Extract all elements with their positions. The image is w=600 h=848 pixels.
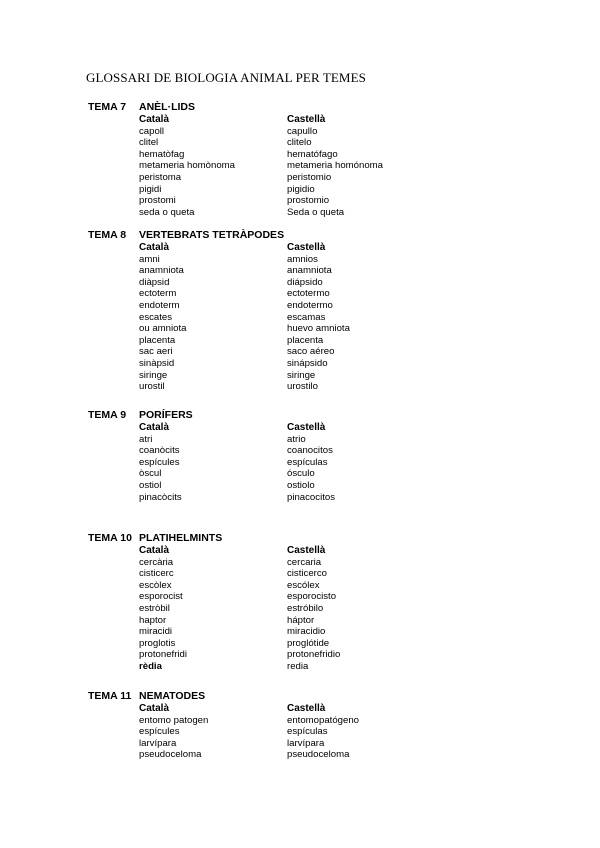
catalan-term: pigidi bbox=[139, 183, 162, 195]
catalan-term: cercària bbox=[139, 556, 174, 568]
catalan-term: escates bbox=[139, 311, 173, 323]
catalan-term: proglotis bbox=[139, 637, 176, 649]
spanish-term: sinápsido bbox=[287, 357, 328, 369]
catalan-column bbox=[139, 545, 187, 673]
section-name: NEMATODES bbox=[139, 690, 206, 702]
catalan-term: seda o queta bbox=[139, 206, 195, 218]
catalan-column-header: Català bbox=[139, 703, 170, 714]
catalan-term: ou amniota bbox=[139, 323, 187, 335]
spanish-term: ectotermo bbox=[287, 288, 330, 300]
catalan-term: estròbil bbox=[139, 602, 170, 614]
section-heading bbox=[88, 531, 508, 545]
catalan-term: atri bbox=[139, 433, 153, 445]
catalan-term: espícules bbox=[139, 456, 180, 468]
section-tema-11 bbox=[88, 689, 508, 761]
spanish-term: cercaria bbox=[287, 556, 322, 568]
catalan-term: peristoma bbox=[139, 171, 182, 183]
spanish-term: diápsido bbox=[287, 276, 323, 288]
catalan-term: espícules bbox=[139, 726, 180, 738]
catalan-column-header: Català bbox=[139, 242, 170, 253]
spanish-column-header: Castellà bbox=[287, 703, 326, 714]
spanish-term: protonefridio bbox=[287, 649, 341, 661]
spanish-column bbox=[287, 242, 350, 393]
spanish-term: capullo bbox=[287, 125, 318, 137]
catalan-column bbox=[139, 242, 186, 393]
section-number: TEMA 8 bbox=[88, 229, 127, 241]
catalan-column-header: Català bbox=[139, 114, 170, 125]
spanish-term: esporocisto bbox=[287, 591, 337, 603]
section-name: VERTEBRATS TETRÀPODES bbox=[139, 229, 285, 241]
catalan-term: òscul bbox=[139, 468, 162, 480]
spanish-column bbox=[287, 422, 335, 503]
spanish-term: amnios bbox=[287, 253, 318, 265]
catalan-term: protonefridi bbox=[139, 649, 187, 661]
spanish-term: ósculo bbox=[287, 468, 315, 480]
catalan-term: placenta bbox=[139, 334, 176, 346]
spanish-term: escólex bbox=[287, 579, 320, 591]
spanish-term: coanocitos bbox=[287, 445, 333, 457]
catalan-term: pseudoceloma bbox=[139, 749, 202, 761]
spanish-term: pigidio bbox=[287, 183, 315, 195]
catalan-term: metameria homònoma bbox=[139, 160, 235, 172]
spanish-term: háptor bbox=[287, 614, 315, 626]
catalan-term: capoll bbox=[139, 125, 165, 137]
catalan-term: hematòfag bbox=[139, 148, 185, 160]
section-name: ANÈL·LIDS bbox=[139, 101, 195, 113]
spanish-term: cisticerco bbox=[287, 568, 327, 580]
section-tema-9 bbox=[88, 408, 508, 503]
catalan-term: larvípara bbox=[139, 737, 177, 749]
spanish-term: anamniota bbox=[287, 265, 332, 277]
spanish-term: entomopatógeno bbox=[287, 714, 360, 726]
spanish-term: espículas bbox=[287, 726, 328, 738]
spanish-term: huevo amniota bbox=[287, 323, 350, 335]
catalan-column-header: Català bbox=[139, 422, 170, 433]
catalan-term: urostil bbox=[139, 381, 165, 393]
catalan-term: rèdia bbox=[139, 660, 162, 672]
spanish-term: metameria homónoma bbox=[287, 160, 383, 172]
spanish-term: Seda o queta bbox=[287, 206, 345, 218]
catalan-term: escòlex bbox=[139, 579, 172, 591]
section-heading bbox=[88, 100, 508, 114]
catalan-column bbox=[139, 422, 182, 503]
catalan-term: cisticerc bbox=[139, 568, 174, 580]
spanish-term: estróbilo bbox=[287, 602, 324, 614]
spanish-term: larvípara bbox=[287, 737, 325, 749]
spanish-term: atrio bbox=[287, 433, 306, 445]
spanish-column bbox=[287, 703, 359, 761]
section-number: TEMA 11 bbox=[88, 690, 132, 702]
spanish-column bbox=[287, 545, 340, 673]
catalan-term: clitel bbox=[139, 137, 159, 149]
section-tema-7 bbox=[88, 100, 508, 218]
spanish-term: proglótide bbox=[287, 637, 330, 649]
section-heading bbox=[88, 408, 508, 422]
catalan-term: prostomi bbox=[139, 195, 176, 207]
section-heading bbox=[88, 228, 508, 242]
spanish-term: espículas bbox=[287, 456, 328, 468]
spanish-term: endotermo bbox=[287, 299, 333, 311]
spanish-term: prostomio bbox=[287, 195, 330, 207]
spanish-term: hematófago bbox=[287, 148, 338, 160]
spanish-term: ostiolo bbox=[287, 479, 315, 491]
catalan-term: siringe bbox=[139, 369, 168, 381]
catalan-term: coanòcits bbox=[139, 445, 180, 457]
section-name: PLATIHELMINTS bbox=[139, 532, 223, 544]
catalan-term: haptor bbox=[139, 614, 167, 626]
spanish-column-header: Castellà bbox=[287, 114, 326, 125]
catalan-term: endoterm bbox=[139, 299, 180, 311]
spanish-term: escamas bbox=[287, 311, 326, 323]
spanish-term: urostilo bbox=[287, 381, 318, 393]
catalan-term: anamniota bbox=[139, 265, 184, 277]
catalan-term: ectoterm bbox=[139, 288, 177, 300]
catalan-term: entomo patogen bbox=[139, 714, 209, 726]
catalan-column bbox=[139, 114, 235, 218]
spanish-term: siringe bbox=[287, 369, 316, 381]
catalan-term: sinàpsid bbox=[139, 357, 175, 369]
spanish-column-header: Castellà bbox=[287, 545, 326, 556]
section-name: PORÍFERS bbox=[139, 409, 193, 421]
spanish-term: pseudoceloma bbox=[287, 749, 350, 761]
document-title: GLOSSARI DE BIOLOGIA ANIMAL PER TEMES bbox=[86, 70, 366, 85]
section-number: TEMA 9 bbox=[88, 409, 127, 421]
spanish-term: pinacocitos bbox=[287, 491, 335, 503]
spanish-term: clitelo bbox=[287, 137, 312, 149]
spanish-column-header: Castellà bbox=[287, 422, 326, 433]
catalan-term: pinacòcits bbox=[139, 491, 182, 503]
spanish-term: peristomio bbox=[287, 171, 332, 183]
catalan-term: ostiol bbox=[139, 479, 162, 491]
spanish-column-header: Castellà bbox=[287, 242, 326, 253]
section-number: TEMA 7 bbox=[88, 101, 127, 113]
spanish-column bbox=[287, 114, 383, 218]
section-number: TEMA 10 bbox=[88, 532, 132, 544]
catalan-column-header: Català bbox=[139, 545, 170, 556]
section-tema-8 bbox=[88, 228, 508, 393]
section-heading bbox=[88, 689, 508, 703]
catalan-term: diàpsid bbox=[139, 276, 170, 288]
catalan-term: sac aeri bbox=[139, 346, 173, 358]
spanish-term: saco aéreo bbox=[287, 346, 335, 358]
spanish-term: miracidio bbox=[287, 626, 326, 638]
spanish-term: redia bbox=[287, 660, 309, 672]
section-tema-10 bbox=[88, 531, 508, 672]
catalan-column bbox=[139, 703, 208, 761]
catalan-term: amni bbox=[139, 253, 160, 265]
catalan-term: esporocist bbox=[139, 591, 183, 603]
spanish-term: placenta bbox=[287, 334, 324, 346]
catalan-term: miracidi bbox=[139, 626, 173, 638]
